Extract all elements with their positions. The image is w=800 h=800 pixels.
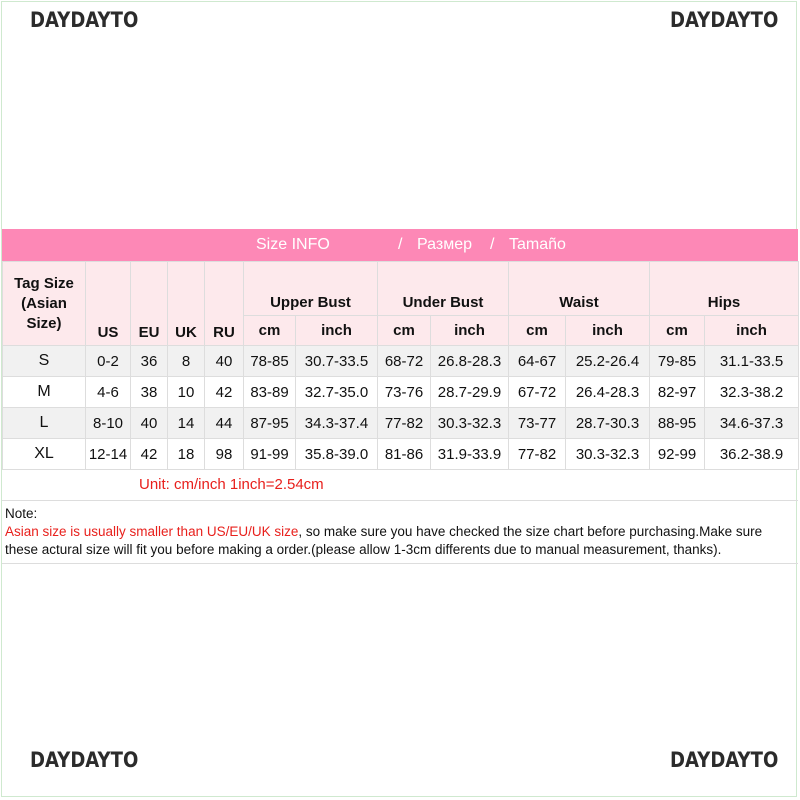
table-cell: 73-76: [378, 377, 431, 408]
header-ru: RU: [205, 262, 244, 346]
table-cell: 38: [131, 377, 168, 408]
table-cell: 10: [168, 377, 205, 408]
table-cell: 77-82: [509, 439, 566, 470]
size-cell: L: [3, 408, 86, 439]
table-cell: 87-95: [244, 408, 296, 439]
note-body: [5, 523, 794, 559]
table-cell: 28.7-30.3: [566, 408, 650, 439]
table-cell: 34.6-37.3: [705, 408, 799, 439]
table-cell: 31.1-33.5: [705, 346, 799, 377]
table-cell: 30.7-33.5: [296, 346, 378, 377]
table-cell: 40: [131, 408, 168, 439]
unit-header: cm: [650, 316, 705, 346]
table-cell: 64-67: [509, 346, 566, 377]
header-eu: EU: [131, 262, 168, 346]
table-cell: 0-2: [86, 346, 131, 377]
unit-note: Unit: cm/inch 1inch=2.54cm: [139, 476, 324, 493]
header-upper-bust: Upper Bust: [244, 262, 378, 316]
table-cell: 8-10: [86, 408, 131, 439]
table-cell: 25.2-26.4: [566, 346, 650, 377]
table-row: [3, 377, 799, 408]
table-cell: 73-77: [509, 408, 566, 439]
size-chart-banner: [2, 229, 798, 261]
banner-russian: Размер: [417, 236, 472, 253]
table-cell: 36.2-38.9: [705, 439, 799, 470]
table-cell: 79-85: [650, 346, 705, 377]
table-cell: 31.9-33.9: [431, 439, 509, 470]
table-cell: 30.3-32.3: [566, 439, 650, 470]
size-cell: S: [3, 346, 86, 377]
table-cell: 83-89: [244, 377, 296, 408]
table-cell: 34.3-37.4: [296, 408, 378, 439]
note-block: [2, 501, 798, 564]
header-uk: UK: [168, 262, 205, 346]
note-warning: Asian size is usually smaller than US/EU/UK size: [5, 524, 299, 539]
table-cell: 8: [168, 346, 205, 377]
size-cell: XL: [3, 439, 86, 470]
unit-header: inch: [566, 316, 650, 346]
header-waist: Waist: [509, 262, 650, 316]
table-header-row: [3, 262, 799, 316]
table-cell: 78-85: [244, 346, 296, 377]
table-cell: 82-97: [650, 377, 705, 408]
note-text: , so make sure you have checked the size chart before purchasing.Make sure these actural size will fit you before making a order.(please allow 1-3cm differents due to manual measurement, thanks).: [5, 524, 763, 557]
table-cell: 26.8-28.3: [431, 346, 509, 377]
note-label: Note:: [5, 506, 38, 521]
table-row: [3, 439, 799, 470]
table-cell: 32.7-35.0: [296, 377, 378, 408]
table-cell: 44: [205, 408, 244, 439]
table-cell: 42: [131, 439, 168, 470]
unit-header: inch: [431, 316, 509, 346]
table-cell: 26.4-28.3: [566, 377, 650, 408]
table-cell: 18: [168, 439, 205, 470]
table-cell: 68-72: [378, 346, 431, 377]
size-table: [2, 261, 799, 470]
unit-header: cm: [509, 316, 566, 346]
table-cell: 77-82: [378, 408, 431, 439]
table-cell: 36: [131, 346, 168, 377]
tag-size-header: Tag Size (Asian Size): [3, 262, 86, 346]
table-cell: 30.3-32.3: [431, 408, 509, 439]
table-cell: 81-86: [378, 439, 431, 470]
watermark-top-left: DAYDAYTO: [30, 8, 139, 32]
table-cell: 12-14: [86, 439, 131, 470]
header-hips: Hips: [650, 262, 799, 316]
table-cell: 35.8-39.0: [296, 439, 378, 470]
table-cell: 14: [168, 408, 205, 439]
unit-header: cm: [378, 316, 431, 346]
watermark-bottom-left: DAYDAYTO: [30, 748, 139, 772]
banner-separator: /: [490, 236, 495, 253]
unit-header: inch: [296, 316, 378, 346]
table-cell: 98: [205, 439, 244, 470]
table-cell: 67-72: [509, 377, 566, 408]
table-cell: 40: [205, 346, 244, 377]
size-chart: [2, 229, 798, 564]
table-cell: 92-99: [650, 439, 705, 470]
banner-title: Size INFO: [256, 236, 330, 253]
header-under-bust: Under Bust: [378, 262, 509, 316]
header-us: US: [86, 262, 131, 346]
watermark-top-right: DAYDAYTO: [670, 8, 779, 32]
size-cell: M: [3, 377, 86, 408]
banner-spanish: Tamaño: [509, 236, 566, 253]
banner-separator: /: [398, 236, 403, 253]
watermark-bottom-right: DAYDAYTO: [670, 748, 779, 772]
table-cell: 42: [205, 377, 244, 408]
table-cell: 4-6: [86, 377, 131, 408]
table-cell: 91-99: [244, 439, 296, 470]
table-row: [3, 346, 799, 377]
unit-header: cm: [244, 316, 296, 346]
unit-header: inch: [705, 316, 799, 346]
table-cell: 28.7-29.9: [431, 377, 509, 408]
unit-note-row: [2, 470, 798, 501]
table-row: [3, 408, 799, 439]
table-cell: 88-95: [650, 408, 705, 439]
table-cell: 32.3-38.2: [705, 377, 799, 408]
